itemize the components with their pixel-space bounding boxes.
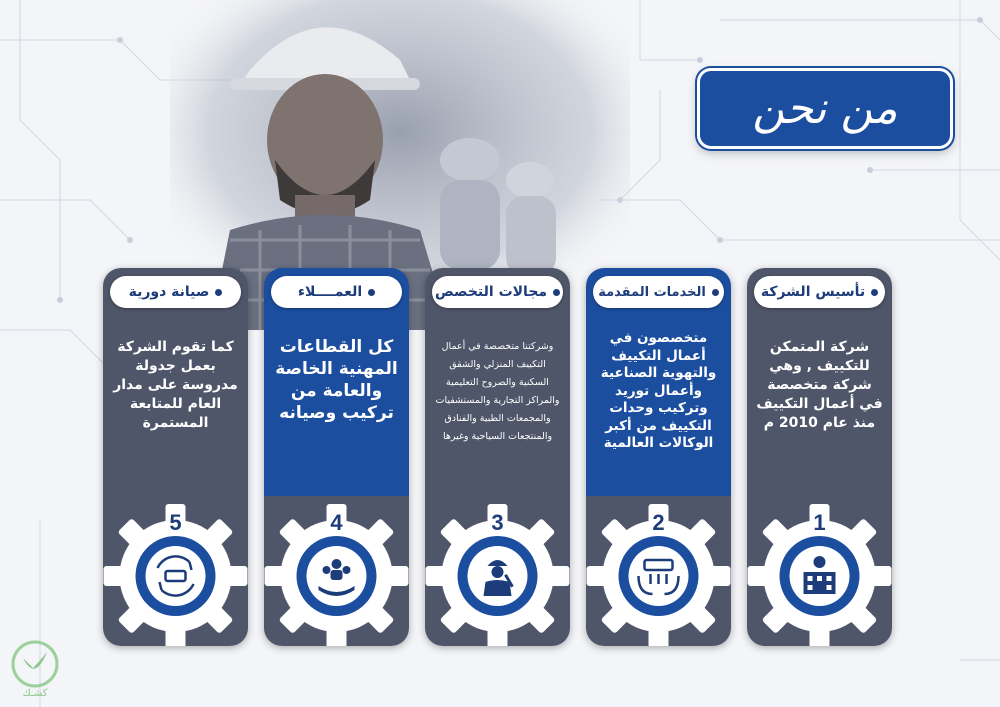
gear-icon [103,496,248,646]
card-body: كل القطاعات المهنية الخاصة والعامة من تركيب وصيانه [275,337,398,424]
page-title: من نحن [697,68,953,149]
card-body: كما تقوم الشركة بعمل جدولة مدروسة على مدار العام للمتابعة المستمرة [113,339,238,431]
gear-icon [747,496,892,646]
card-heading: صيانة دورية [128,284,210,300]
card-heading: الخدمات المقدمة [598,284,706,300]
step-number: 5 [169,510,182,535]
card-periodic-maintenance [103,268,248,646]
gear-icon [264,496,409,646]
card-header [110,276,241,308]
bullet-dot [553,289,560,296]
card-heading: مجالات التخصص [434,284,548,300]
card-body: وشركتنا متخصصة في أعمال التكييف المنزلي والشقق السكنية والصروح التعليمية والمراكز التجارية والمستشفيات والمجمعات الطبية والفنادق والمنتجعات السياحية وغيرها [435,341,560,443]
step-number: 3 [491,510,504,535]
logo [5,638,65,700]
gear-icon [586,496,731,646]
card-clients [264,268,409,646]
card-body: شركة المتمكن للتكييف , وهي شركة متخصصة في أعمال التكييف منذ عام 2010 م [756,339,883,431]
step-number: 1 [813,510,826,535]
card-company-founding [747,268,892,646]
card-header [271,276,402,308]
step-number: 2 [652,510,665,535]
card-heading: العمــــلاء [297,284,363,300]
card-body: متخصصون في أعمال التكييف والتهوية الصناعية وأعمال توريد وتركيب وحدات التكييف من أكبر الوكالات العالمية [600,330,717,452]
bullet-dot [871,289,878,296]
card-services [586,268,731,646]
card-header [593,276,724,308]
card-heading: تأسيس الشركة [760,284,866,300]
card-header [432,276,563,308]
bullet-dot [712,289,719,296]
gear-icon [425,496,570,646]
bullet-dot [215,289,222,296]
bullet-dot [368,289,375,296]
logo-text: كشـك [22,688,48,699]
card-specializations [425,268,570,646]
step-number: 4 [330,510,343,535]
card-header [754,276,885,308]
